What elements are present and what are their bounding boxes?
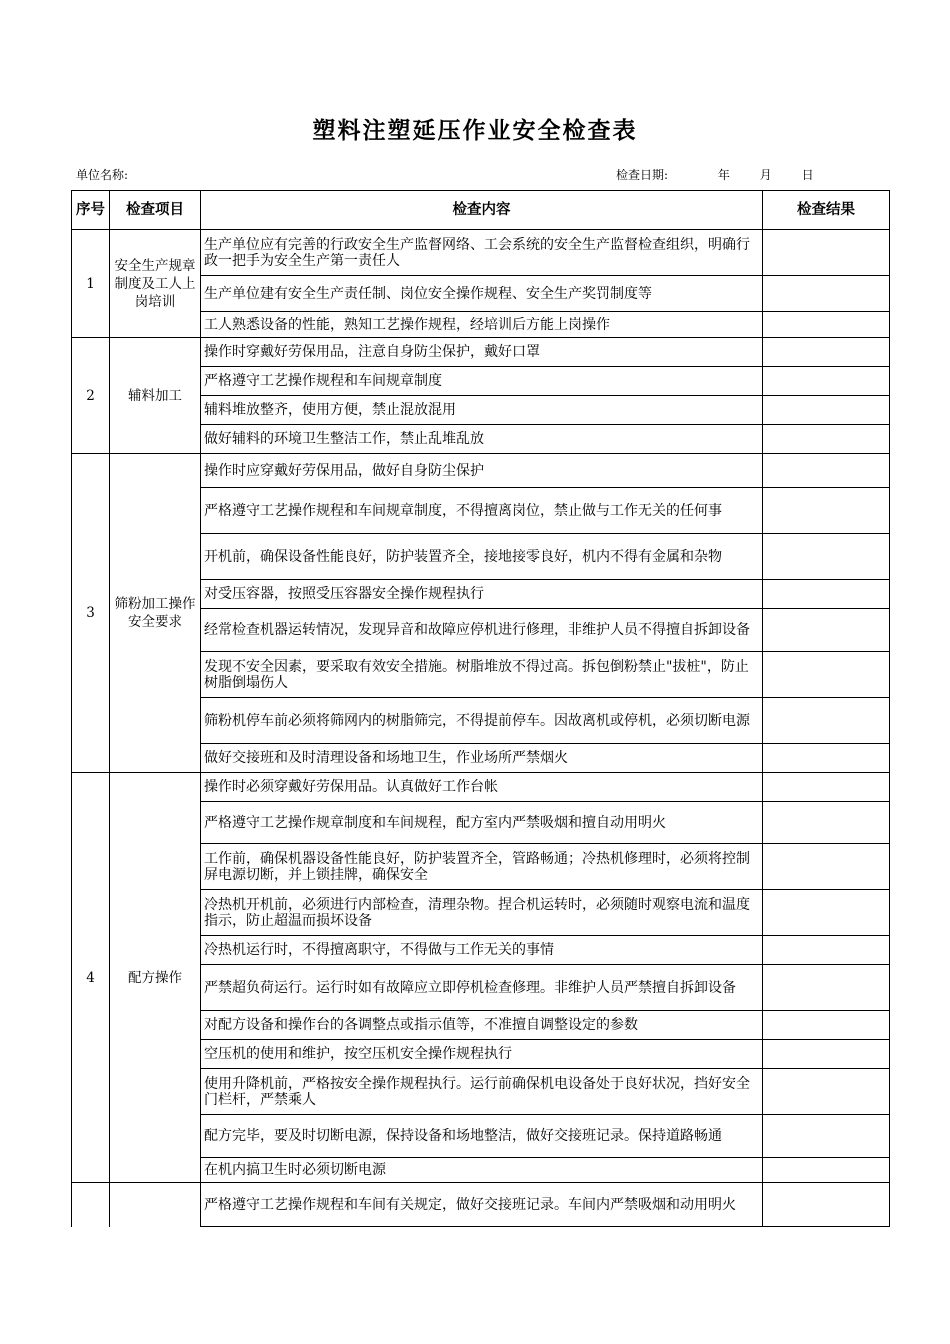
check-content: 开机前，确保设备性能良好，防护装置齐全，接地接零良好，机内不得有金属和杂物 xyxy=(201,534,763,580)
table-row xyxy=(72,338,890,367)
check-result-cell[interactable] xyxy=(763,698,890,744)
check-result-cell[interactable] xyxy=(763,230,890,276)
check-content: 操作时必须穿戴好劳保用品。认真做好工作台帐 xyxy=(201,773,763,802)
check-content: 严格遵守工艺操作规章制度和车间规程，配方室内严禁吸烟和擅自动用明火 xyxy=(201,802,763,844)
check-result-cell[interactable] xyxy=(763,396,890,425)
section-number xyxy=(72,1183,110,1227)
check-content: 严格遵守工艺操作规程和车间规章制度，不得擅离岗位，禁止做与工作无关的任何事 xyxy=(201,488,763,534)
section-number: 2 xyxy=(72,338,110,454)
checklist-table xyxy=(71,190,890,1227)
table-row xyxy=(72,230,890,276)
section-number: 3 xyxy=(72,454,110,773)
check-content: 使用升降机前，严格按安全操作规程执行。运行前确保机电设备处于良好状况，挡好安全门栏杆，严禁乘人 xyxy=(201,1069,763,1115)
check-result-cell[interactable] xyxy=(763,844,890,890)
check-content: 在机内搞卫生时必须切断电源 xyxy=(201,1158,763,1183)
check-content: 操作时应穿戴好劳保用品，做好自身防尘保护 xyxy=(201,454,763,488)
table-row xyxy=(72,773,890,802)
check-content: 空压机的使用和维护，按空压机安全操作规程执行 xyxy=(201,1040,763,1069)
check-content: 对受压容器，按照受压容器安全操作规程执行 xyxy=(201,580,763,609)
check-result-cell[interactable] xyxy=(763,1040,890,1069)
section-item: 筛粉加工操作安全要求 xyxy=(110,454,201,773)
header-result: 检查结果 xyxy=(763,191,890,230)
check-result-cell[interactable] xyxy=(763,652,890,698)
check-content: 生产单位应有完善的行政安全生产监督网络、工会系统的安全生产监督检查组织，明确行政一把手为安全生产第一责任人 xyxy=(201,230,763,276)
check-content: 冷热机运行时，不得擅离职守，不得做与工作无关的事情 xyxy=(201,936,763,965)
check-result-cell[interactable] xyxy=(763,488,890,534)
check-result-cell[interactable] xyxy=(763,744,890,773)
section-item xyxy=(110,1183,201,1227)
table-row xyxy=(72,454,890,488)
check-result-cell[interactable] xyxy=(763,312,890,338)
check-result-cell[interactable] xyxy=(763,1158,890,1183)
check-content: 操作时穿戴好劳保用品，注意自身防尘保护，戴好口罩 xyxy=(201,338,763,367)
check-result-cell[interactable] xyxy=(763,609,890,652)
check-result-cell[interactable] xyxy=(763,773,890,802)
check-content: 严格遵守工艺操作规程和车间有关规定，做好交接班记录。车间内严禁吸烟和动用明火 xyxy=(201,1183,763,1227)
check-content: 严禁超负荷运行。运行时如有故障应立即停机检查修理。非维护人员严禁擅自拆卸设备 xyxy=(201,965,763,1011)
check-content: 生产单位建有安全生产责任制、岗位安全操作规程、安全生产奖罚制度等 xyxy=(201,276,763,312)
check-result-cell[interactable] xyxy=(763,367,890,396)
check-content: 做好辅料的环境卫生整洁工作，禁止乱堆乱放 xyxy=(201,425,763,454)
page-title: 塑料注塑延压作业安全检查表 xyxy=(312,118,638,144)
date-day: 日 xyxy=(801,168,814,182)
section-item: 辅料加工 xyxy=(110,338,201,454)
check-result-cell[interactable] xyxy=(763,802,890,844)
check-content: 辅料堆放整齐，使用方便，禁止混放混用 xyxy=(201,396,763,425)
check-result-cell[interactable] xyxy=(763,425,890,454)
check-result-cell[interactable] xyxy=(763,1011,890,1040)
section-item: 安全生产规章制度及工人上岗培训 xyxy=(110,230,201,338)
check-result-cell[interactable] xyxy=(763,454,890,488)
section-number: 4 xyxy=(72,773,110,1183)
header-item: 检查项目 xyxy=(110,191,201,230)
check-content: 配方完毕，要及时切断电源，保持设备和场地整洁，做好交接班记录。保持道路畅通 xyxy=(201,1115,763,1158)
check-content: 严格遵守工艺操作规程和车间规章制度 xyxy=(201,367,763,396)
unit-name-label: 单位名称: xyxy=(76,168,129,182)
check-content: 发现不安全因素，要采取有效安全措施。树脂堆放不得过高。拆包倒粉禁止"拔桩"，防止树脂倒塌伤人 xyxy=(201,652,763,698)
check-result-cell[interactable] xyxy=(763,890,890,936)
table-row xyxy=(72,1183,890,1227)
check-result-cell[interactable] xyxy=(763,1069,890,1115)
check-date-label: 检查日期: xyxy=(616,168,669,182)
check-result-cell[interactable] xyxy=(763,276,890,312)
table-header-row xyxy=(72,191,890,230)
check-content: 做好交接班和及时清理设备和场地卫生，作业场所严禁烟火 xyxy=(201,744,763,773)
check-result-cell[interactable] xyxy=(763,338,890,367)
header-content: 检查内容 xyxy=(201,191,763,230)
section-number: 1 xyxy=(72,230,110,338)
check-content: 工作前，确保机器设备性能良好，防护装置齐全，管路畅通；冷热机修理时，必须将控制屏电源切断，并上锁挂牌，确保安全 xyxy=(201,844,763,890)
check-content: 工人熟悉设备的性能，熟知工艺操作规程，经培训后方能上岗操作 xyxy=(201,312,763,338)
section-item: 配方操作 xyxy=(110,773,201,1183)
check-result-cell[interactable] xyxy=(763,965,890,1011)
check-result-cell[interactable] xyxy=(763,936,890,965)
check-content: 冷热机开机前，必须进行内部检查，清理杂物。捏合机运转时，必须随时观察电流和温度指示，防止超温而损坏设备 xyxy=(201,890,763,936)
check-result-cell[interactable] xyxy=(763,534,890,580)
check-result-cell[interactable] xyxy=(763,1183,890,1227)
date-year: 年 xyxy=(717,168,730,182)
check-result-cell[interactable] xyxy=(763,1115,890,1158)
header-no: 序号 xyxy=(72,191,110,230)
check-content: 对配方设备和操作台的各调整点或指示值等，不准擅自调整设定的参数 xyxy=(201,1011,763,1040)
check-content: 经常检查机器运转情况，发现异音和故障应停机进行修理，非维护人员不得擅自拆卸设备 xyxy=(201,609,763,652)
date-month: 月 xyxy=(759,168,772,182)
check-content: 筛粉机停车前必须将筛网内的树脂筛完，不得提前停车。因故离机或停机，必须切断电源 xyxy=(201,698,763,744)
check-date xyxy=(616,166,814,183)
check-result-cell[interactable] xyxy=(763,580,890,609)
